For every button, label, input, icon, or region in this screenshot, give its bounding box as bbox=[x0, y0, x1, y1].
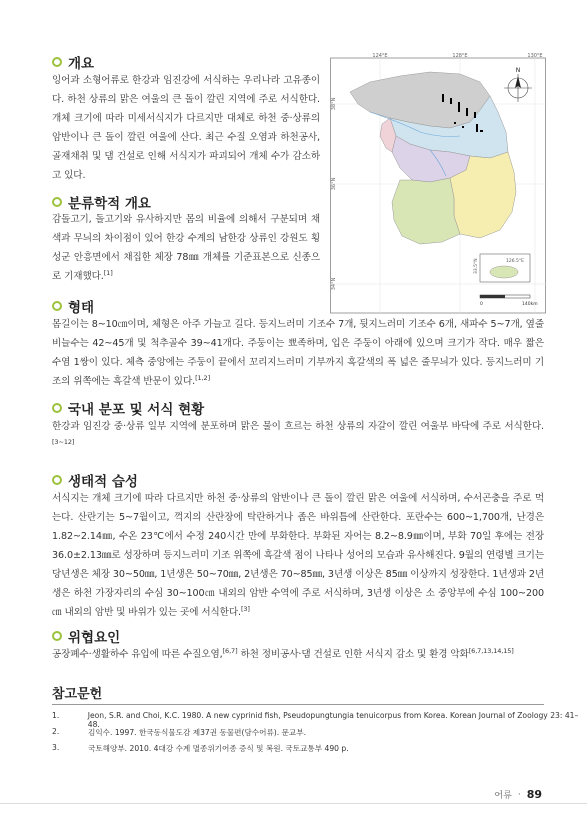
references-title: 참고문헌 bbox=[52, 687, 103, 702]
lon-label: 128°E bbox=[452, 53, 468, 59]
lon-label: 124°E bbox=[372, 53, 388, 59]
citation: [1] bbox=[103, 268, 113, 277]
section-title-distribution: 국내 분포 및 서식 현황 bbox=[52, 398, 204, 418]
inset-lon-label: 126.5°E bbox=[506, 259, 524, 264]
bullet-icon bbox=[52, 197, 62, 207]
taxonomy-text: 감돌고기, 돌고기와 유사하지만 몸의 비율에 의해서 구분되며 채색과 무늬의 차이점이 있어 한강 수계의 남한강 상류인 강원도 횡성군 안흥면에서 채집한 체장 78㎜ 개체를 기준표본으로 신종으로 기재했다.[1] bbox=[52, 214, 320, 282]
lat-label: 38°N bbox=[331, 97, 337, 111]
page-number: 89 bbox=[526, 788, 542, 801]
footer-separator: · bbox=[517, 789, 521, 800]
section-title-ecology: 생태적 습성 bbox=[52, 470, 138, 490]
morphology-text: 몸길이는 8~10㎝이며, 체형은 아주 가늘고 길다. 등지느러미 기조수 7개, 뒷지느러미 기조수 6개, 새파수 5~7개, 옆줄비늘수는 42~45개 및 척추골수 39~41개다. 주둥이는 뾰족하며, 입은 주둥이 아래에 있으며 크기가 작다. 매우 짧은 수염 1쌍이 있다. 체측 중앙에는 주둥이 끝에서 꼬리지느러미 기부까지 흑갈색의 폭 넓은 줄무늬가 있다. 등지느러미 기조의 위쪽에는 흑갈색 반문이 있다.[1,2] bbox=[52, 319, 544, 387]
bullet-icon bbox=[52, 631, 62, 641]
overview-text: 잉어과 소형어류로 한강과 임진강에 서식하는 우리나라 고유종이다. 하천 상류의 맑은 여울의 큰 돌이 깔린 지역에 주로 서식한다. 개체 크기에 따라 미세서식지가 다르지만 대체로 하천 중·상류의 암반이나 큰 돌이 깔린 여울에 산다. 최근 수질 오염과 하천공사, 골재채취 및 댐 건설로 인해 서식지가 파괴되어 개체 수가 감소하고 있다. bbox=[52, 75, 320, 181]
bullet-icon bbox=[52, 301, 62, 311]
lon-label: 130°E bbox=[527, 53, 543, 59]
ecology-text: 서식지는 개체 크기에 따라 다르지만 하천 중·상류의 암반이나 큰 돌이 깔린 맑은 여울에 서식하며, 수서곤충을 주로 먹는다. 산란기는 5~7월이고, 꺽지의 산란장에 탁란하거나 좁은 바위틈에 산란한다. 포란수는 600~1,700개, 난경은 1.82~2.14㎜, 수온 23℃에서 수정 240시간 만에 부화한다. 부화된 자어는 8.2~8.9㎜이며, 부화 70일 후에는 전장 36.0±2.13㎜로 성장하며 등지느러미 기조 위쪽에 흑갈색 점이 나타나 성어의 모습과 유사해진다. 9월의 연령별 크기는 당년생은 체장 30~50㎜, 1년생은 50~70㎜, 2년생은 70~85㎜, 3년생 이상은 85㎜ 이상까지 성장한다. 1년생과 2년생은 하천 가장자리의 수심 30~100㎝ 내외의 암반 수역에 주로 서식하며, 3년생 이상은 소 중앙부에 수심 100~200㎝ 내외의 암반 및 바위가 있는 곳에 서식한다.[3] bbox=[52, 493, 544, 618]
section-title-overview: 개요 bbox=[52, 52, 94, 72]
lat-label: 36°N bbox=[331, 177, 337, 191]
jeolla-region bbox=[392, 178, 460, 244]
references-divider bbox=[52, 704, 544, 705]
jeju-island bbox=[490, 266, 518, 278]
distribution-text: 한강과 임진강 중·상류 일부 지역에 분포하며 맑은 물이 흐르는 하천 상류의 자갈이 깔린 여울부 바닥에 주로 서식한다.[3~12] bbox=[52, 421, 544, 446]
page-footer bbox=[494, 788, 542, 801]
bullet-icon bbox=[52, 403, 62, 413]
inset-lat-label: 33.5°N bbox=[474, 258, 479, 274]
bullet-icon bbox=[52, 57, 62, 67]
section-title-taxonomy: 분류학적 개요 bbox=[52, 192, 151, 212]
section-title-morphology: 형태 bbox=[52, 296, 94, 316]
north-label: N bbox=[515, 67, 521, 74]
bullet-icon bbox=[52, 475, 62, 485]
reference-item: 3. 국토해양부. 2010. 4대강 수계 멸종위기어종 증식 및 복원. 국토교통부 490 p. bbox=[52, 743, 349, 753]
reference-item: 2. 김익수. 1997. 한국동식물도감 제37권 동물편(담수어류). 문교부. bbox=[52, 727, 307, 737]
footer-category: 어류 bbox=[494, 791, 512, 801]
svg-text:140km: 140km bbox=[522, 302, 538, 307]
section-title-threats: 위협요인 bbox=[52, 626, 120, 646]
lat-label: 34°N bbox=[331, 277, 337, 291]
citation: [3~12] bbox=[52, 437, 75, 446]
distribution-map bbox=[330, 52, 546, 314]
citation: [6,7] bbox=[222, 646, 238, 655]
citation: [3] bbox=[240, 604, 250, 613]
reference-item: 1. Jeon, S.R. and Choi, K.C. 1980. A new cyprinid fish, Pseudopungtungia tenuicorpus from Korea. Korean Journal of Zoology 23: 41–48. bbox=[52, 711, 579, 729]
citation: [6,7,13,14,15] bbox=[468, 646, 514, 655]
svg-text:0: 0 bbox=[480, 302, 483, 307]
threats-text: 공장폐수·생활하수 유입에 따른 수질오염,[6,7] 하천 정비공사·댐 건설로 인한 서식지 감소 및 환경 악화[6,7,13,14,15] bbox=[52, 646, 514, 660]
footer-divider bbox=[0, 803, 587, 804]
citation: [1,2] bbox=[195, 373, 211, 382]
